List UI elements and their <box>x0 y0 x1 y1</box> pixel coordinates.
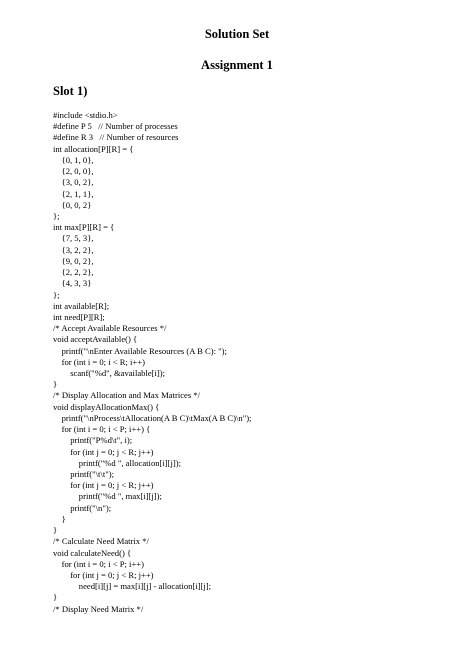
code-line: } <box>53 525 58 536</box>
code-line: int allocation[P][R] = { <box>53 143 134 154</box>
code-line: } <box>53 592 58 603</box>
code-line: for (int i = 0; i < P; i++) { <box>53 424 151 435</box>
code-line: int available[R]; <box>53 300 110 311</box>
code-line: printf("%d ", allocation[i][j]); <box>53 457 182 468</box>
code-line: /* Display Need Matrix */ <box>53 603 144 614</box>
code-line: {2, 0, 0}, <box>53 166 94 177</box>
code-block <box>53 110 251 615</box>
code-line: {3, 0, 2}, <box>53 177 94 188</box>
document-title: Solution Set <box>204 27 270 41</box>
code-line: for (int j = 0; j < R; j++) <box>53 446 154 457</box>
code-line: }; <box>53 210 60 221</box>
code-line: {7, 5, 3}, <box>53 233 94 244</box>
code-line: {2, 2, 2}, <box>53 267 94 278</box>
document-subtitle: Assignment 1 <box>201 58 273 72</box>
code-line: printf("\nEnter Available Resources (A B C): "); <box>53 345 227 356</box>
code-line: void displayAllocationMax() { <box>53 401 160 412</box>
code-line: printf("\n"); <box>53 502 112 513</box>
code-line: printf("\nProcess\tAllocation(A B C)\tMax(A B C)\n"); <box>53 412 252 423</box>
code-line: {0, 1, 0}, <box>53 154 94 165</box>
code-line: need[i][j] = max[i][j] - allocation[i][j]; <box>53 581 212 592</box>
code-line: } <box>53 379 58 390</box>
code-line: #include <stdio.h> <box>53 110 118 120</box>
code-line: for (int j = 0; j < R; j++) <box>53 480 154 491</box>
code-line: scanf("%d", &available[i]); <box>53 368 166 379</box>
code-line: /* Calculate Need Matrix */ <box>53 536 149 547</box>
code-line: void calculateNeed() { <box>53 547 132 558</box>
code-line: {3, 2, 2}, <box>53 244 94 255</box>
code-line: int max[P][R] = { <box>53 222 115 233</box>
code-line: /* Display Allocation and Max Matrices */ <box>53 390 201 401</box>
code-line: #define R 3 // Number of resources <box>53 132 179 143</box>
code-line: }; <box>53 289 60 300</box>
code-line: /* Accept Available Resources */ <box>53 323 167 334</box>
code-line: } <box>53 513 66 524</box>
code-line: printf("%d ", max[i][j]); <box>53 491 162 502</box>
code-line: int need[P][R]; <box>53 311 105 322</box>
code-line: #define P 5 // Number of processes <box>53 121 178 132</box>
code-line: for (int j = 0; j < R; j++) <box>53 569 154 580</box>
code-line: printf("\t\t"); <box>53 469 114 479</box>
code-line: {2, 1, 1}, <box>53 188 94 199</box>
code-line: for (int i = 0; i < R; i++) <box>53 356 145 367</box>
code-line: {9, 0, 2}, <box>53 255 94 266</box>
code-line: void acceptAvailable() { <box>53 334 138 345</box>
slot-heading: Slot 1) <box>53 84 88 98</box>
code-line: {4, 3, 3} <box>53 278 92 289</box>
code-line: printf("P%d\t", i); <box>53 435 133 446</box>
code-line: for (int i = 0; i < P; i++) <box>53 558 144 569</box>
code-line: {0, 0, 2} <box>53 199 92 210</box>
